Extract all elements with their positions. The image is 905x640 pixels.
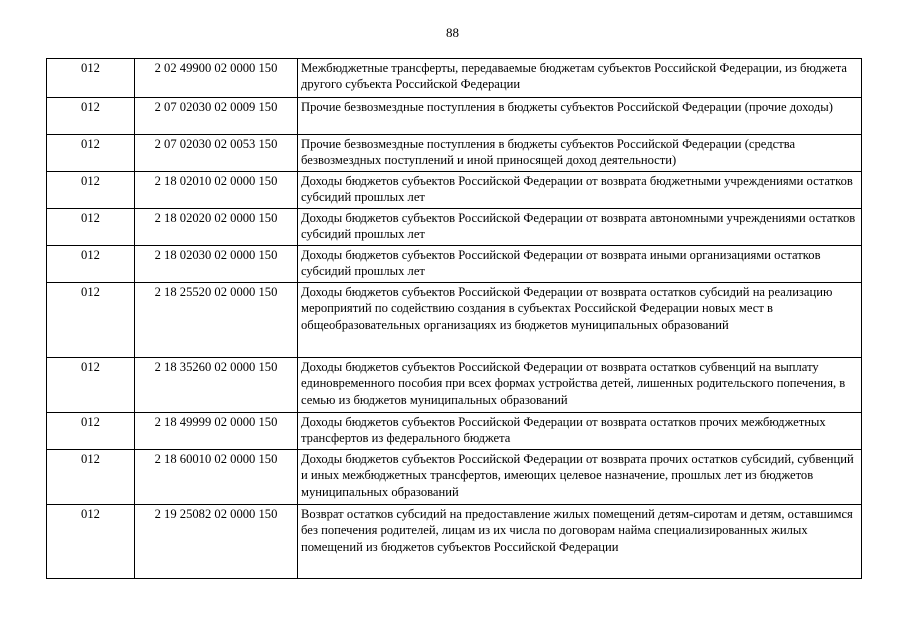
- admin-code-cell: 012: [47, 358, 135, 413]
- table-row: [47, 358, 862, 413]
- description-cell: Прочие безвозмездные поступления в бюджеты субъектов Российской Федерации (прочие доходы): [298, 98, 862, 135]
- classification-code-cell: 2 18 49999 02 0000 150: [135, 413, 298, 450]
- admin-code-cell: 012: [47, 246, 135, 283]
- table-row: [47, 413, 862, 450]
- admin-code-cell: 012: [47, 135, 135, 172]
- admin-code-cell: 012: [47, 283, 135, 358]
- classification-code-cell: 2 18 60010 02 0000 150: [135, 450, 298, 505]
- table-row: [47, 135, 862, 172]
- table-row: [47, 246, 862, 283]
- description-cell: Доходы бюджетов субъектов Российской Федерации от возврата остатков прочих межбюджетных трансфертов из федерального бюджета: [298, 413, 862, 450]
- admin-code-cell: 012: [47, 505, 135, 579]
- admin-code-cell: 012: [47, 59, 135, 98]
- description-cell: Доходы бюджетов субъектов Российской Федерации от возврата прочих остатков субсидий, субвенций и иных межбюджетных трансфертов, имеющих целевое назначение, прошлых лет из бюджетов муниципальных образований: [298, 450, 862, 505]
- table-row: [47, 505, 862, 579]
- budget-classification-table: [46, 58, 862, 579]
- table-row: [47, 59, 862, 98]
- table-row: [47, 283, 862, 358]
- table-row: [47, 98, 862, 135]
- description-cell: Межбюджетные трансферты, передаваемые бюджетам субъектов Российской Федерации, из бюджета другого субъекта Российской Федерации: [298, 59, 862, 98]
- admin-code-cell: 012: [47, 98, 135, 135]
- admin-code-cell: 012: [47, 413, 135, 450]
- classification-code-cell: 2 18 35260 02 0000 150: [135, 358, 298, 413]
- admin-code-cell: 012: [47, 450, 135, 505]
- table-row: [47, 172, 862, 209]
- classification-code-cell: 2 18 02010 02 0000 150: [135, 172, 298, 209]
- classification-code-cell: 2 18 25520 02 0000 150: [135, 283, 298, 358]
- classification-code-cell: 2 18 02030 02 0000 150: [135, 246, 298, 283]
- admin-code-cell: 012: [47, 172, 135, 209]
- table-row: [47, 209, 862, 246]
- classification-code-cell: 2 19 25082 02 0000 150: [135, 505, 298, 579]
- description-cell: Доходы бюджетов субъектов Российской Федерации от возврата бюджетными учреждениями остатков субсидий прошлых лет: [298, 172, 862, 209]
- admin-code-cell: 012: [47, 209, 135, 246]
- classification-code-cell: 2 02 49900 02 0000 150: [135, 59, 298, 98]
- description-cell: Доходы бюджетов субъектов Российской Федерации от возврата остатков субвенций на выплату единовременного пособия при всех формах устройства детей, лишенных родительского попечения, в семью из бюджетов муниципальных образований: [298, 358, 862, 413]
- classification-code-cell: 2 07 02030 02 0053 150: [135, 135, 298, 172]
- description-cell: Доходы бюджетов субъектов Российской Федерации от возврата остатков субсидий на реализацию мероприятий по содействию создания в субъектах Российской Федерации новых мест в общеобразовательных организациях из бюджетов муниципальных образований: [298, 283, 862, 358]
- classification-code-cell: 2 18 02020 02 0000 150: [135, 209, 298, 246]
- page-number: 88: [446, 25, 459, 40]
- description-cell: Прочие безвозмездные поступления в бюджеты субъектов Российской Федерации (средства безвозмездных поступлений и иной приносящей доход деятельности): [298, 135, 862, 172]
- description-cell: Доходы бюджетов субъектов Российской Федерации от возврата иными организациями остатков субсидий прошлых лет: [298, 246, 862, 283]
- table-row: [47, 450, 862, 505]
- classification-code-cell: 2 07 02030 02 0009 150: [135, 98, 298, 135]
- description-cell: Доходы бюджетов субъектов Российской Федерации от возврата автономными учреждениями остатков субсидий прошлых лет: [298, 209, 862, 246]
- description-cell: Возврат остатков субсидий на предоставление жилых помещений детям-сиротам и детям, оставшимся без попечения родителей, лицам из их числа по договорам найма специализированных жилых помещений из бюджетов субъектов Российской Федерации: [298, 505, 862, 579]
